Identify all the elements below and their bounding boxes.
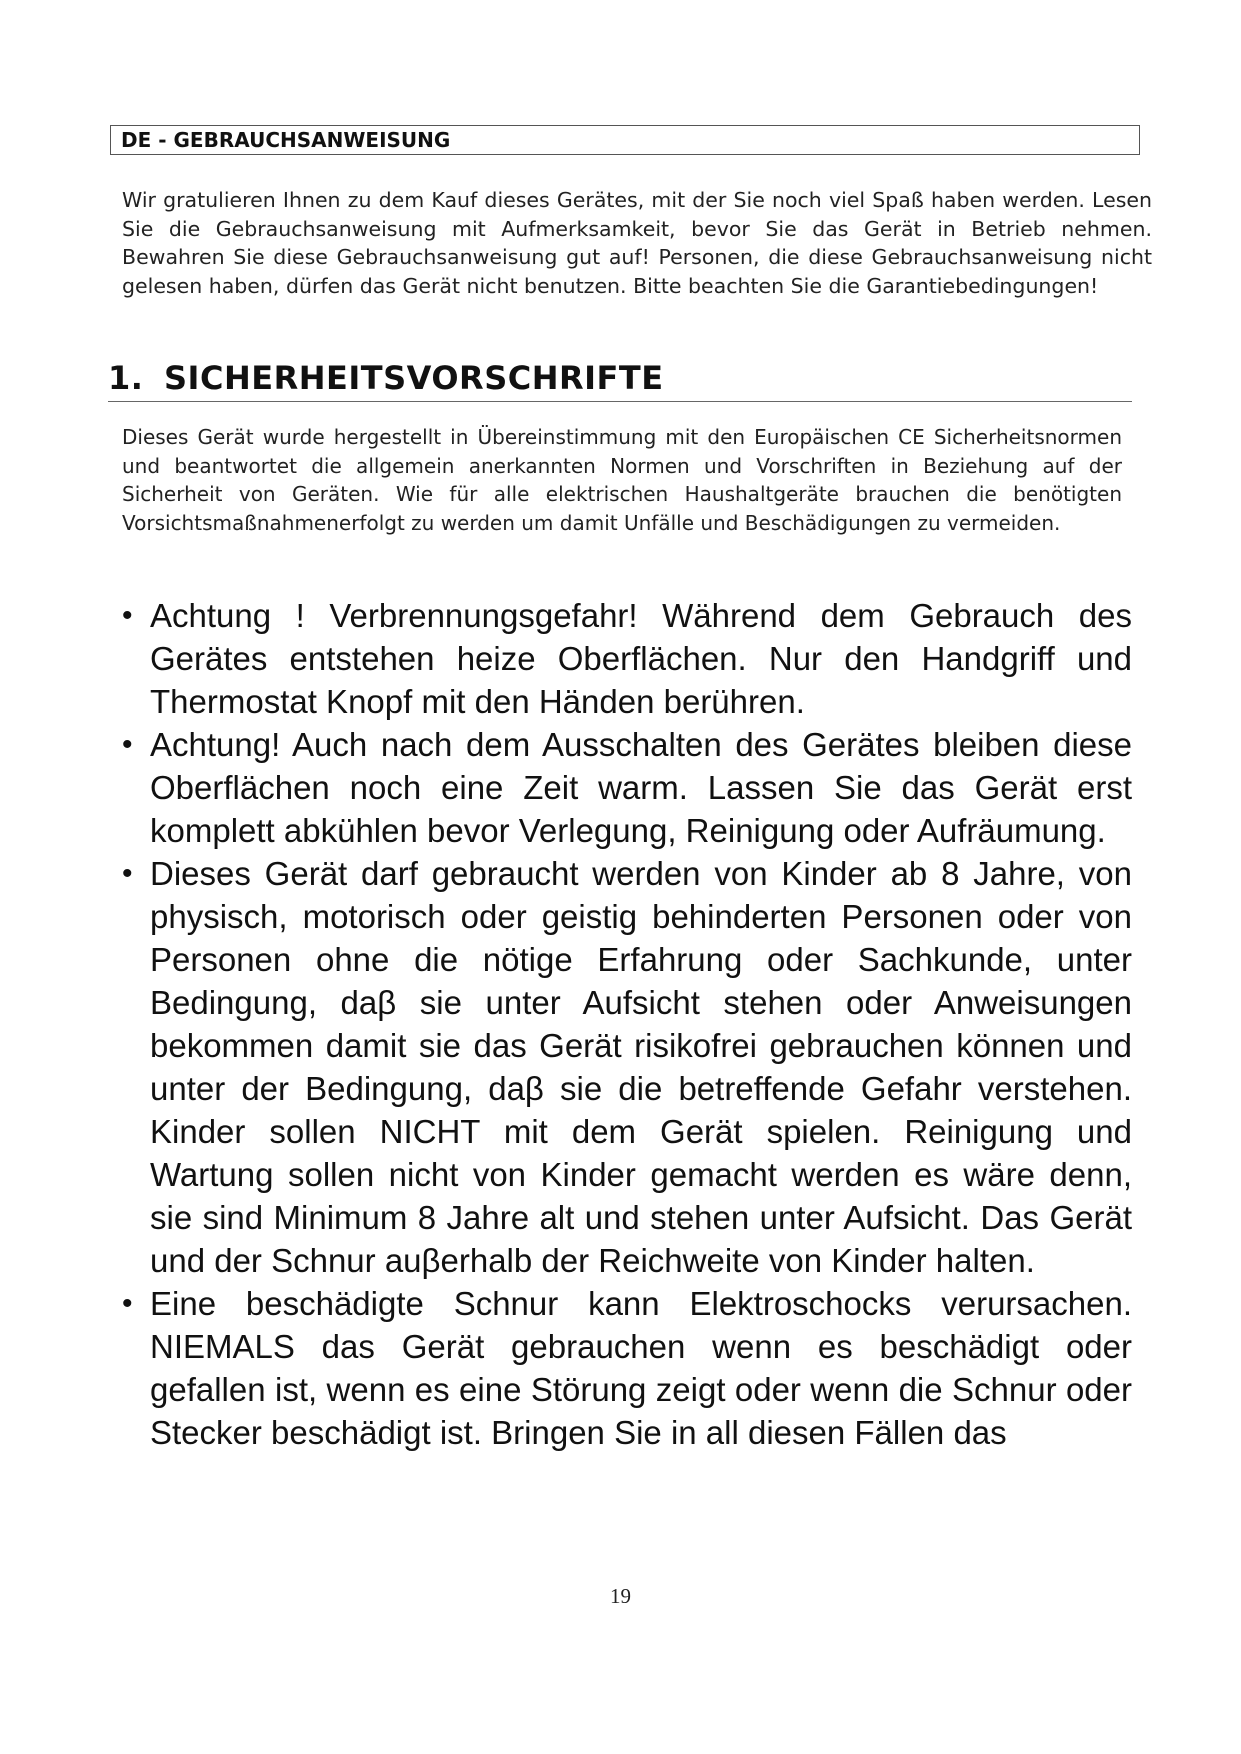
page-number: 19 — [610, 1584, 631, 1608]
section-heading — [108, 357, 1132, 402]
document-header — [110, 125, 1140, 155]
section-intro-paragraph: Dieses Gerät wurde hergestellt in Übereinstimmung mit den Europäischen CE Sicherheitsnormen und beantwortet die allgemein anerkannten Normen und Vorschriften in Beziehung auf der Sicherheit von Geräten. Wie für alle elektrischen Haushaltgeräte brauchen die benötigten Vorsichtsmaßnahmenerfolgt zu werden um damit Unfälle und Beschädigungen zu vermeiden. — [122, 425, 1122, 535]
intro-paragraph: Wir gratulieren Ihnen zu dem Kauf dieses Gerätes, mit der Sie noch viel Spaß haben werden. Lesen Sie die Gebrauchsanweisung mit Aufmerksamkeit, bevor Sie das Gerät in Betrieb nehmen. Bewahren Sie diese Gebrauchsanweisung gut auf! Personen, die diese Gebrauchsanweisung nicht gelesen haben, dürfen das Gerät nicht benutzen. Bitte beachten Sie die Garantiebedingungen! — [122, 188, 1152, 298]
section-number: 1. — [108, 359, 144, 397]
header-title: DE - GEBRAUCHSANWEISUNG — [121, 128, 451, 152]
bullet-item: • Achtung ! Verbrennungsgefahr! Während dem Gebrauch des Gerätes entstehen heize Oberflächen. Nur den Handgriff und Thermostat Knopf mit den Händen berühren. — [122, 594, 1132, 723]
bullet-item: • Dieses Gerät darf gebraucht werden von Kinder ab 8 Jahre, von physisch, motorisch oder geistig behinderten Personen oder von Personen ohne die nötige Erfahrung oder Sachkunde, unter Bedingung, daβ sie unter Aufsicht stehen oder Anweisungen bekommen damit sie das Gerät risikofrei gebrauchen können und unter der Bedingung, daβ sie die betreffende Gefahr verstehen. Kinder sollen NICHT mit dem Gerät spielen. Reinigung und Wartung sollen nicht von Kinder gemacht werden es wäre denn, sie sind Minimum 8 Jahre alt und stehen unter Aufsicht. Das Gerät und der Schnur auβerhalb der Reichweite von Kinder halten. — [122, 852, 1132, 1282]
safety-bullet-list — [122, 594, 1132, 1554]
section-title: SICHERHEITSVORSCHRIFTE — [164, 359, 664, 397]
bullet-item: • Achtung! Auch nach dem Ausschalten des Gerätes bleiben diese Oberflächen noch eine Zeit warm. Lassen Sie das Gerät erst komplett abkühlen bevor Verlegung, Reinigung oder Aufräumung. — [122, 723, 1132, 852]
bullet-item: • Eine beschädigte Schnur kann Elektroschocks verursachen. NIEMALS das Gerät gebrauchen wenn es beschädigt oder gefallen ist, wenn es eine Störung zeigt oder wenn die Schnur oder Stecker beschädigt ist. Bringen Sie in all diesen Fällen das — [122, 1282, 1132, 1454]
